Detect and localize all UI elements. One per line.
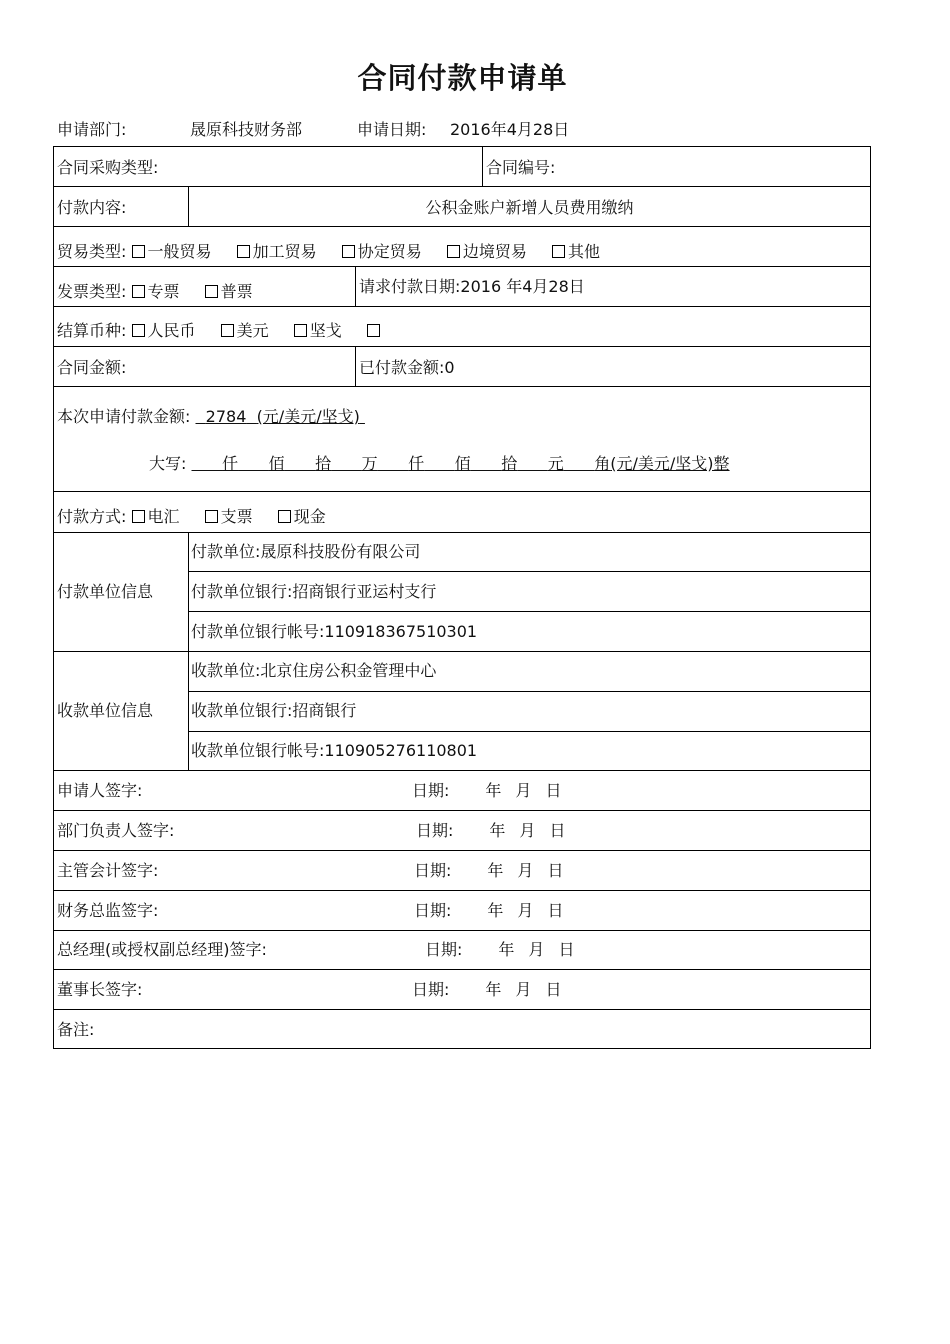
invoice-type-label: 发票类型: xyxy=(57,282,127,301)
row-divider xyxy=(54,226,870,227)
signature-label: 部门负责人签字: xyxy=(57,821,175,840)
payee-account: 收款单位银行帐号:110905276110801 xyxy=(191,741,478,760)
checkbox-icon[interactable] xyxy=(237,245,250,258)
signature-label: 总经理(或授权副总经理)签字: xyxy=(57,940,267,959)
signature-date: 日期: 年 月 日 xyxy=(416,821,566,840)
capital-amount-row xyxy=(149,454,730,474)
row-divider xyxy=(54,306,870,307)
row-divider xyxy=(54,930,870,931)
row-divider xyxy=(54,491,870,492)
payer-info-label: 付款单位信息 xyxy=(57,582,154,601)
checkbox-icon[interactable] xyxy=(447,245,460,258)
row-divider xyxy=(188,611,870,612)
trade-type-option[interactable]: 加工贸易 xyxy=(237,242,317,261)
signature-date: 日期: 年 月 日 xyxy=(412,781,562,800)
contract-amount-label: 合同金额: xyxy=(57,358,127,377)
currency-option[interactable] xyxy=(367,321,383,340)
this-payment-amount: 2784 (元/美元/坚戈) xyxy=(205,407,360,426)
currency-row xyxy=(57,321,403,341)
checkbox-icon[interactable] xyxy=(221,324,234,337)
signature-label: 主管会计签字: xyxy=(57,861,159,880)
capital-amount: 仟 佰 拾 万 仟 佰 拾 元 角(元/美元/坚戈)整 xyxy=(222,454,730,473)
apply-date-value: 2016年4月28日 xyxy=(450,120,570,139)
payment-method-label: 付款方式: xyxy=(57,507,127,526)
row-divider xyxy=(188,571,870,572)
col-divider xyxy=(482,147,483,186)
row-divider xyxy=(54,386,870,387)
this-payment-label: 本次申请付款金额: xyxy=(57,407,191,426)
request-date-label: 请求付款日期: xyxy=(359,277,461,296)
paid-amount xyxy=(359,358,455,378)
currency-option[interactable]: 美元 xyxy=(221,321,269,340)
row-divider xyxy=(54,850,870,851)
invoice-type-option[interactable]: 专票 xyxy=(132,282,180,301)
trade-type-option[interactable]: 一般贸易 xyxy=(132,242,212,261)
row-divider xyxy=(54,346,870,347)
invoice-type-option[interactable]: 普票 xyxy=(205,282,253,301)
checkbox-icon[interactable] xyxy=(294,324,307,337)
row-divider xyxy=(54,770,870,771)
checkbox-icon[interactable] xyxy=(205,510,218,523)
checkbox-icon[interactable] xyxy=(552,245,565,258)
paid-amount-label: 已付款金额: xyxy=(359,358,445,377)
this-payment-row xyxy=(57,407,365,427)
row-divider xyxy=(54,532,870,533)
payment-method-option[interactable]: 电汇 xyxy=(132,507,180,526)
currency-option[interactable]: 人民币 xyxy=(132,321,196,340)
signature-date: 日期: 年 月 日 xyxy=(414,861,564,880)
checkbox-icon[interactable] xyxy=(342,245,355,258)
trade-type-row xyxy=(57,242,620,262)
trade-type-option[interactable]: 边境贸易 xyxy=(447,242,527,261)
payment-method-option[interactable]: 支票 xyxy=(205,507,253,526)
checkbox-icon[interactable] xyxy=(132,510,145,523)
payment-content-label: 付款内容: xyxy=(57,198,127,217)
row-divider xyxy=(54,1009,870,1010)
signature-date: 日期: 年 月 日 xyxy=(425,940,575,959)
payment-content-value: 公积金账户新增人员费用缴纳 xyxy=(425,198,634,217)
checkbox-icon[interactable] xyxy=(205,285,218,298)
signature-label: 申请人签字: xyxy=(57,781,143,800)
paid-amount-value: 0 xyxy=(444,358,455,377)
request-date xyxy=(359,277,585,297)
col-divider xyxy=(355,266,356,306)
row-divider xyxy=(188,731,870,732)
dept-value: 晟原科技财务部 xyxy=(190,120,303,139)
row-divider xyxy=(54,186,870,187)
signature-label: 财务总监签字: xyxy=(57,901,159,920)
trade-type-label: 贸易类型: xyxy=(57,242,127,261)
request-date-value: 2016 年4月28日 xyxy=(460,277,585,296)
payment-method-option[interactable]: 现金 xyxy=(278,507,326,526)
currency-label: 结算币种: xyxy=(57,321,127,340)
checkbox-icon[interactable] xyxy=(367,324,380,337)
trade-type-option[interactable]: 其他 xyxy=(552,242,600,261)
signature-date: 日期: 年 月 日 xyxy=(412,980,562,999)
trade-type-option[interactable]: 协定贸易 xyxy=(342,242,422,261)
signature-label: 董事长签字: xyxy=(57,980,143,999)
checkbox-icon[interactable] xyxy=(132,245,145,258)
payer-bank: 付款单位银行:招商银行亚运村支行 xyxy=(191,582,437,601)
checkbox-icon[interactable] xyxy=(278,510,291,523)
invoice-type-row xyxy=(57,282,273,302)
checkbox-icon[interactable] xyxy=(132,324,145,337)
row-divider xyxy=(54,890,870,891)
row-divider xyxy=(54,810,870,811)
col-divider xyxy=(355,346,356,386)
checkbox-icon[interactable] xyxy=(132,285,145,298)
col-divider xyxy=(188,532,189,770)
remarks-label: 备注: xyxy=(57,1020,95,1039)
payer-account: 付款单位银行帐号:110918367510301 xyxy=(191,622,478,641)
signature-date: 日期: 年 月 日 xyxy=(414,901,564,920)
capital-label: 大写: xyxy=(149,454,187,473)
payee-bank: 收款单位银行:招商银行 xyxy=(191,701,357,720)
contract-type-label: 合同采购类型: xyxy=(57,158,159,177)
apply-date-label: 申请日期: xyxy=(357,120,427,139)
dept-label: 申请部门: xyxy=(57,120,127,139)
payee-info-label: 收款单位信息 xyxy=(57,701,154,720)
row-divider xyxy=(54,266,870,267)
currency-option[interactable]: 坚戈 xyxy=(294,321,342,340)
row-divider xyxy=(188,691,870,692)
payer-unit: 付款单位:晟原科技股份有限公司 xyxy=(191,542,421,561)
row-divider xyxy=(54,969,870,970)
payment-method-row xyxy=(57,507,346,527)
payee-unit: 收款单位:北京住房公积金管理中心 xyxy=(191,661,437,680)
payment-form xyxy=(53,146,871,1049)
row-divider xyxy=(54,651,870,652)
page-title: 合同付款申请单 xyxy=(357,61,568,95)
contract-no-label: 合同编号: xyxy=(486,158,556,177)
